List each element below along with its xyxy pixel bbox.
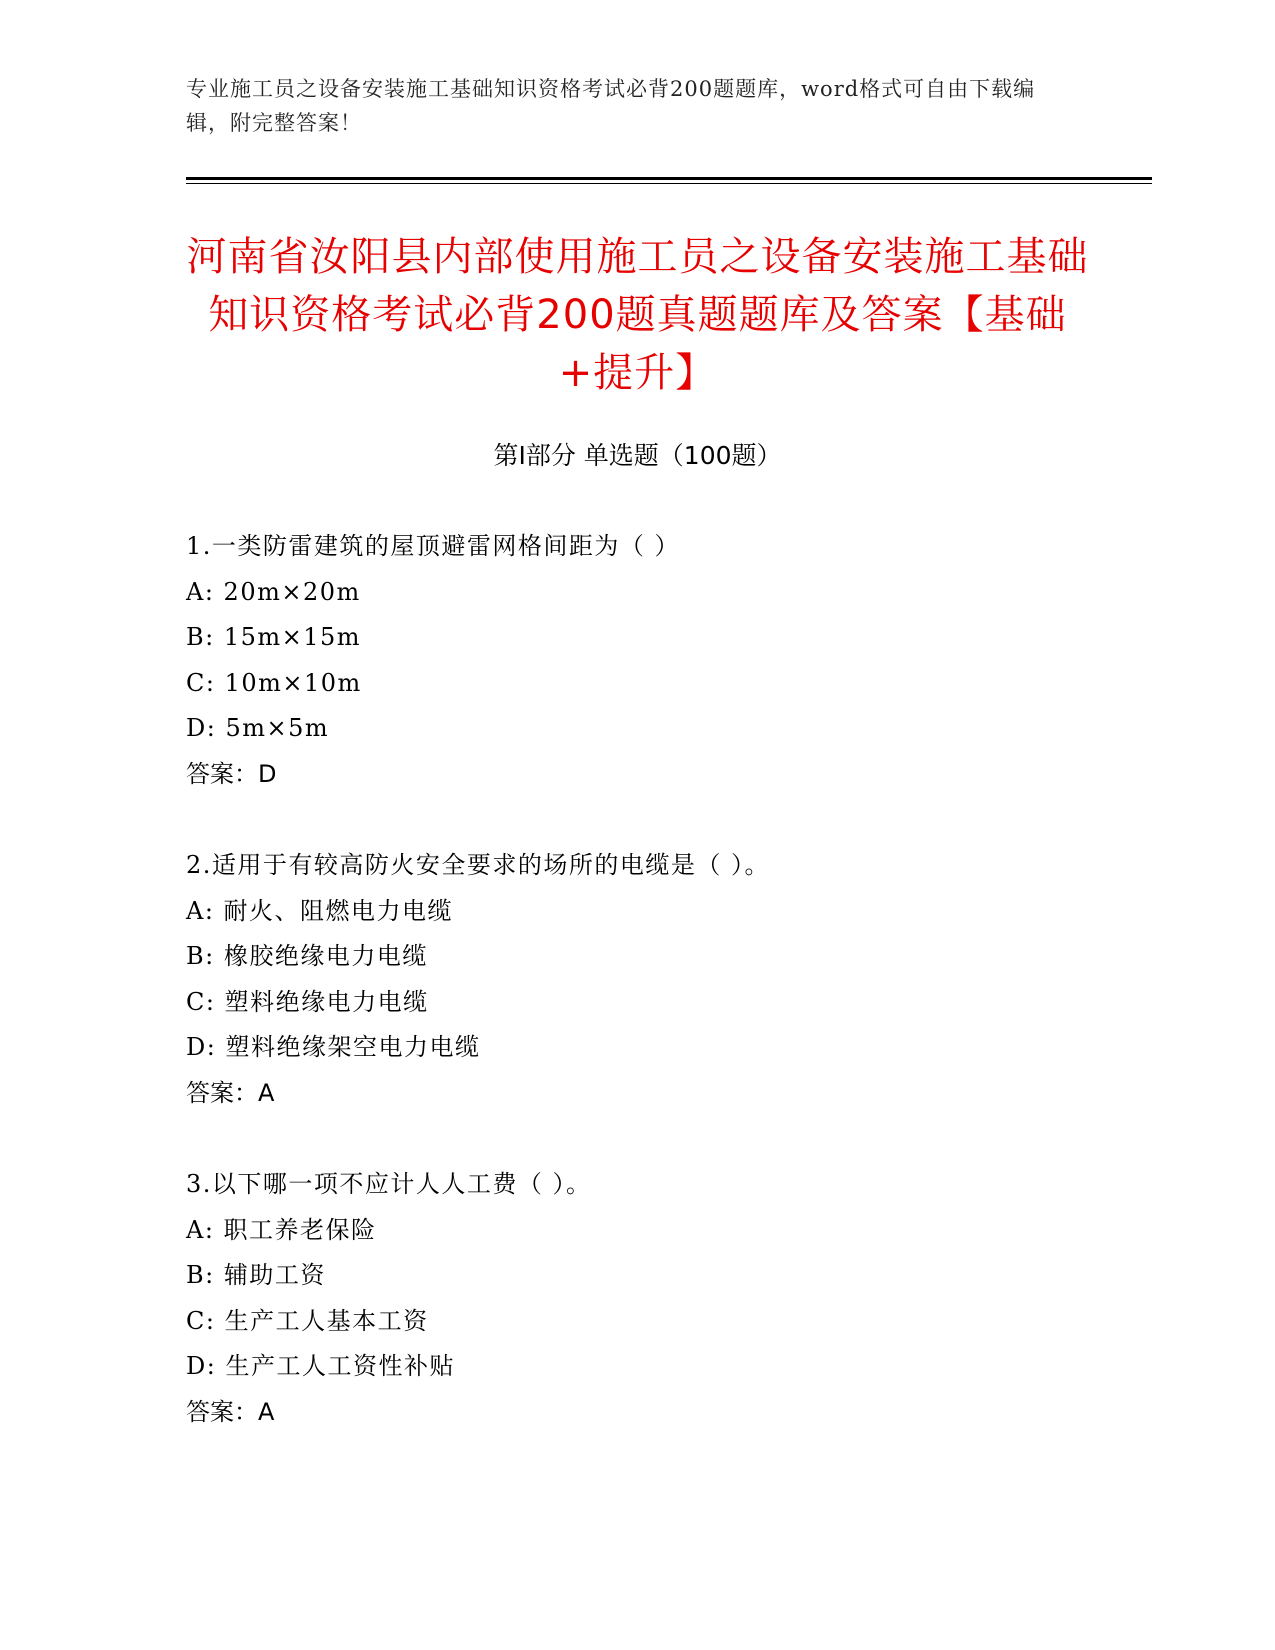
- option-a: A: 职工养老保险: [186, 1215, 377, 1244]
- option-b: B: 15m×15m: [186, 623, 362, 651]
- option-d: D: 塑料绝缘架空电力电缆: [186, 1033, 481, 1061]
- question-stem: 1.一类防雷建筑的屋顶避雷网格间距为（ ）: [186, 532, 681, 560]
- option-a: A: 20m×20m: [186, 577, 361, 606]
- option-d: D: 5m×5m: [186, 714, 330, 742]
- header-note: 专业施工员之设备安装施工基础知识资格考试必背200题题库，word格式可自由下载编辑，附完整答案！: [186, 77, 1036, 135]
- option-b: B: 辅助工资: [186, 1261, 326, 1289]
- question-3: [186, 1162, 1146, 1435]
- question-stem: 3.以下哪一项不应计人人工费（ ）。: [186, 1170, 592, 1198]
- option-c: C: 生产工人基本工资: [186, 1306, 429, 1335]
- header-rule-thick: [186, 177, 1152, 180]
- answer: 答案：A: [186, 1078, 275, 1107]
- answer: 答案：D: [186, 759, 277, 788]
- answer: 答案：A: [186, 1397, 275, 1426]
- question-2: [186, 843, 1146, 1116]
- header-rule-thin: [186, 183, 1152, 184]
- section-heading: 第I部分 单选题（100题）: [493, 441, 782, 470]
- question-1: [186, 524, 1146, 797]
- option-a: A: 耐火、阻燃电力电缆: [186, 896, 454, 925]
- document-title: 河南省汝阳县内部使用施工员之设备安装施工基础知识资格考试必背200题真题题库及答案【基础+提升】: [186, 234, 1089, 396]
- option-c: C: 塑料绝缘电力电缆: [186, 987, 429, 1016]
- option-d: D: 生产工人工资性补贴: [186, 1352, 455, 1380]
- option-c: C: 10m×10m: [186, 668, 362, 697]
- question-stem: 2.适用于有较高防火安全要求的场所的电缆是（ ）。: [186, 851, 771, 879]
- option-b: B: 橡胶绝缘电力电缆: [186, 942, 428, 970]
- question-list: [186, 524, 1146, 1481]
